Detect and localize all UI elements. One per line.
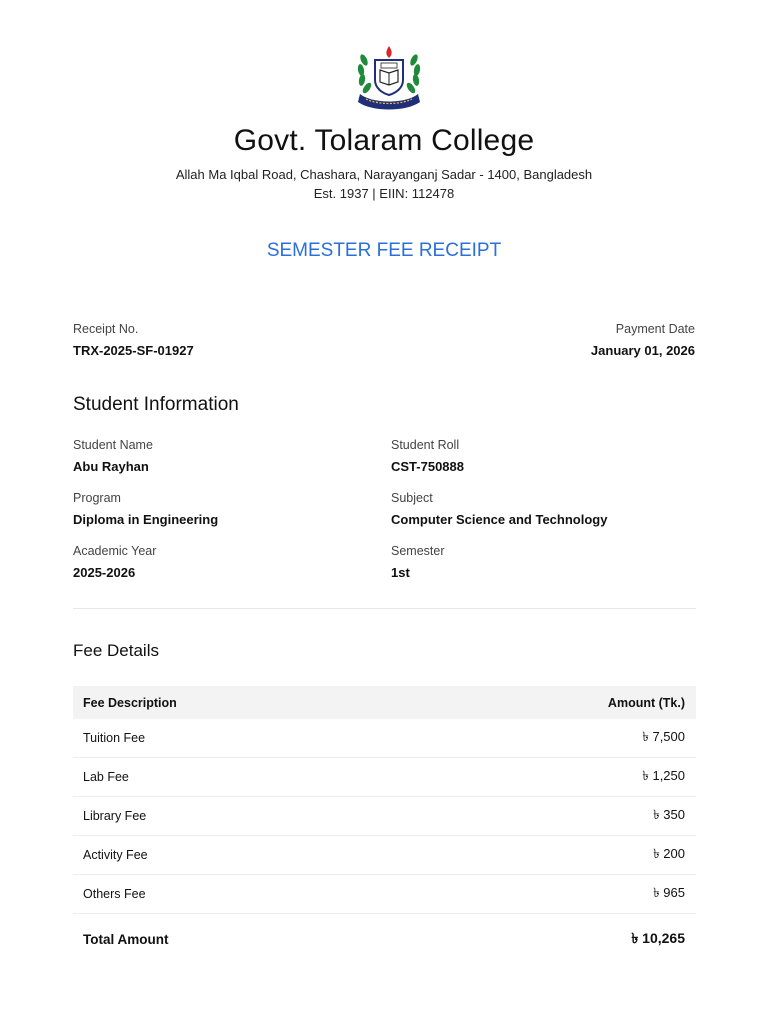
field-value: Computer Science and Technology xyxy=(391,512,608,527)
fee-details-heading: Fee Details xyxy=(73,641,159,660)
section-divider xyxy=(73,608,696,609)
payment-date-label: Payment Date xyxy=(615,322,695,336)
field-label: Student Name xyxy=(73,438,153,452)
payment-date-block xyxy=(591,322,695,358)
total-label: Total Amount xyxy=(83,931,169,947)
college-name: Govt. Tolaram College xyxy=(233,124,535,157)
fee-amount: ৳ 200 xyxy=(653,845,685,861)
college-logo xyxy=(352,42,426,112)
payment-date-value: January 01, 2026 xyxy=(590,343,695,358)
semester-field xyxy=(391,544,691,580)
field-value: 2025-2026 xyxy=(73,565,136,580)
college-est-eiin: Est. 1937 | EIIN: 112478 xyxy=(313,186,455,201)
fee-amount: ৳ 350 xyxy=(653,806,685,822)
fee-description: Activity Fee xyxy=(83,848,148,862)
receipt-number-value: TRX-2025-SF-01927 xyxy=(73,343,194,358)
receipt-title: SEMESTER FEE RECEIPT xyxy=(266,240,502,261)
table-row xyxy=(73,719,696,758)
program-field xyxy=(73,491,373,527)
field-label: Semester xyxy=(391,544,445,558)
field-value: CST-750888 xyxy=(391,459,464,474)
receipt-number-label: Receipt No. xyxy=(73,322,139,336)
fee-table xyxy=(73,686,696,964)
fee-table-header xyxy=(73,686,696,719)
fee-description: Library Fee xyxy=(83,809,147,823)
fee-total-row xyxy=(73,914,696,964)
fee-amount-header: Amount (Tk.) xyxy=(607,695,685,710)
college-address: Allah Ma Iqbal Road, Chashara, Narayanganj Sadar - 1400, Bangladesh xyxy=(175,167,593,182)
field-label: Subject xyxy=(391,491,433,505)
receipt-number-block xyxy=(73,322,194,358)
fee-description: Others Fee xyxy=(83,887,146,901)
field-value: Diploma in Engineering xyxy=(73,512,219,527)
fee-amount: ৳ 965 xyxy=(653,884,685,900)
student-name-field xyxy=(73,438,373,474)
fee-description: Lab Fee xyxy=(83,770,129,784)
total-amount: ৳ 10,265 xyxy=(631,930,685,946)
table-row xyxy=(73,836,696,875)
student-info-heading: Student Information xyxy=(73,394,239,415)
fee-amount: ৳ 7,500 xyxy=(642,728,685,744)
table-row xyxy=(73,797,696,836)
fee-amount: ৳ 1,250 xyxy=(642,767,685,783)
fee-description-header: Fee Description xyxy=(83,695,177,710)
table-row xyxy=(73,758,696,797)
field-label: Program xyxy=(73,491,121,505)
field-value: Abu Rayhan xyxy=(73,459,149,474)
field-value: 1st xyxy=(391,565,410,580)
field-label: Student Roll xyxy=(391,438,460,452)
fee-description: Tuition Fee xyxy=(83,731,146,745)
student-roll-field xyxy=(391,438,691,474)
academic-year-field xyxy=(73,544,373,580)
table-row xyxy=(73,875,696,914)
field-label: Academic Year xyxy=(73,544,157,558)
subject-field xyxy=(391,491,691,527)
